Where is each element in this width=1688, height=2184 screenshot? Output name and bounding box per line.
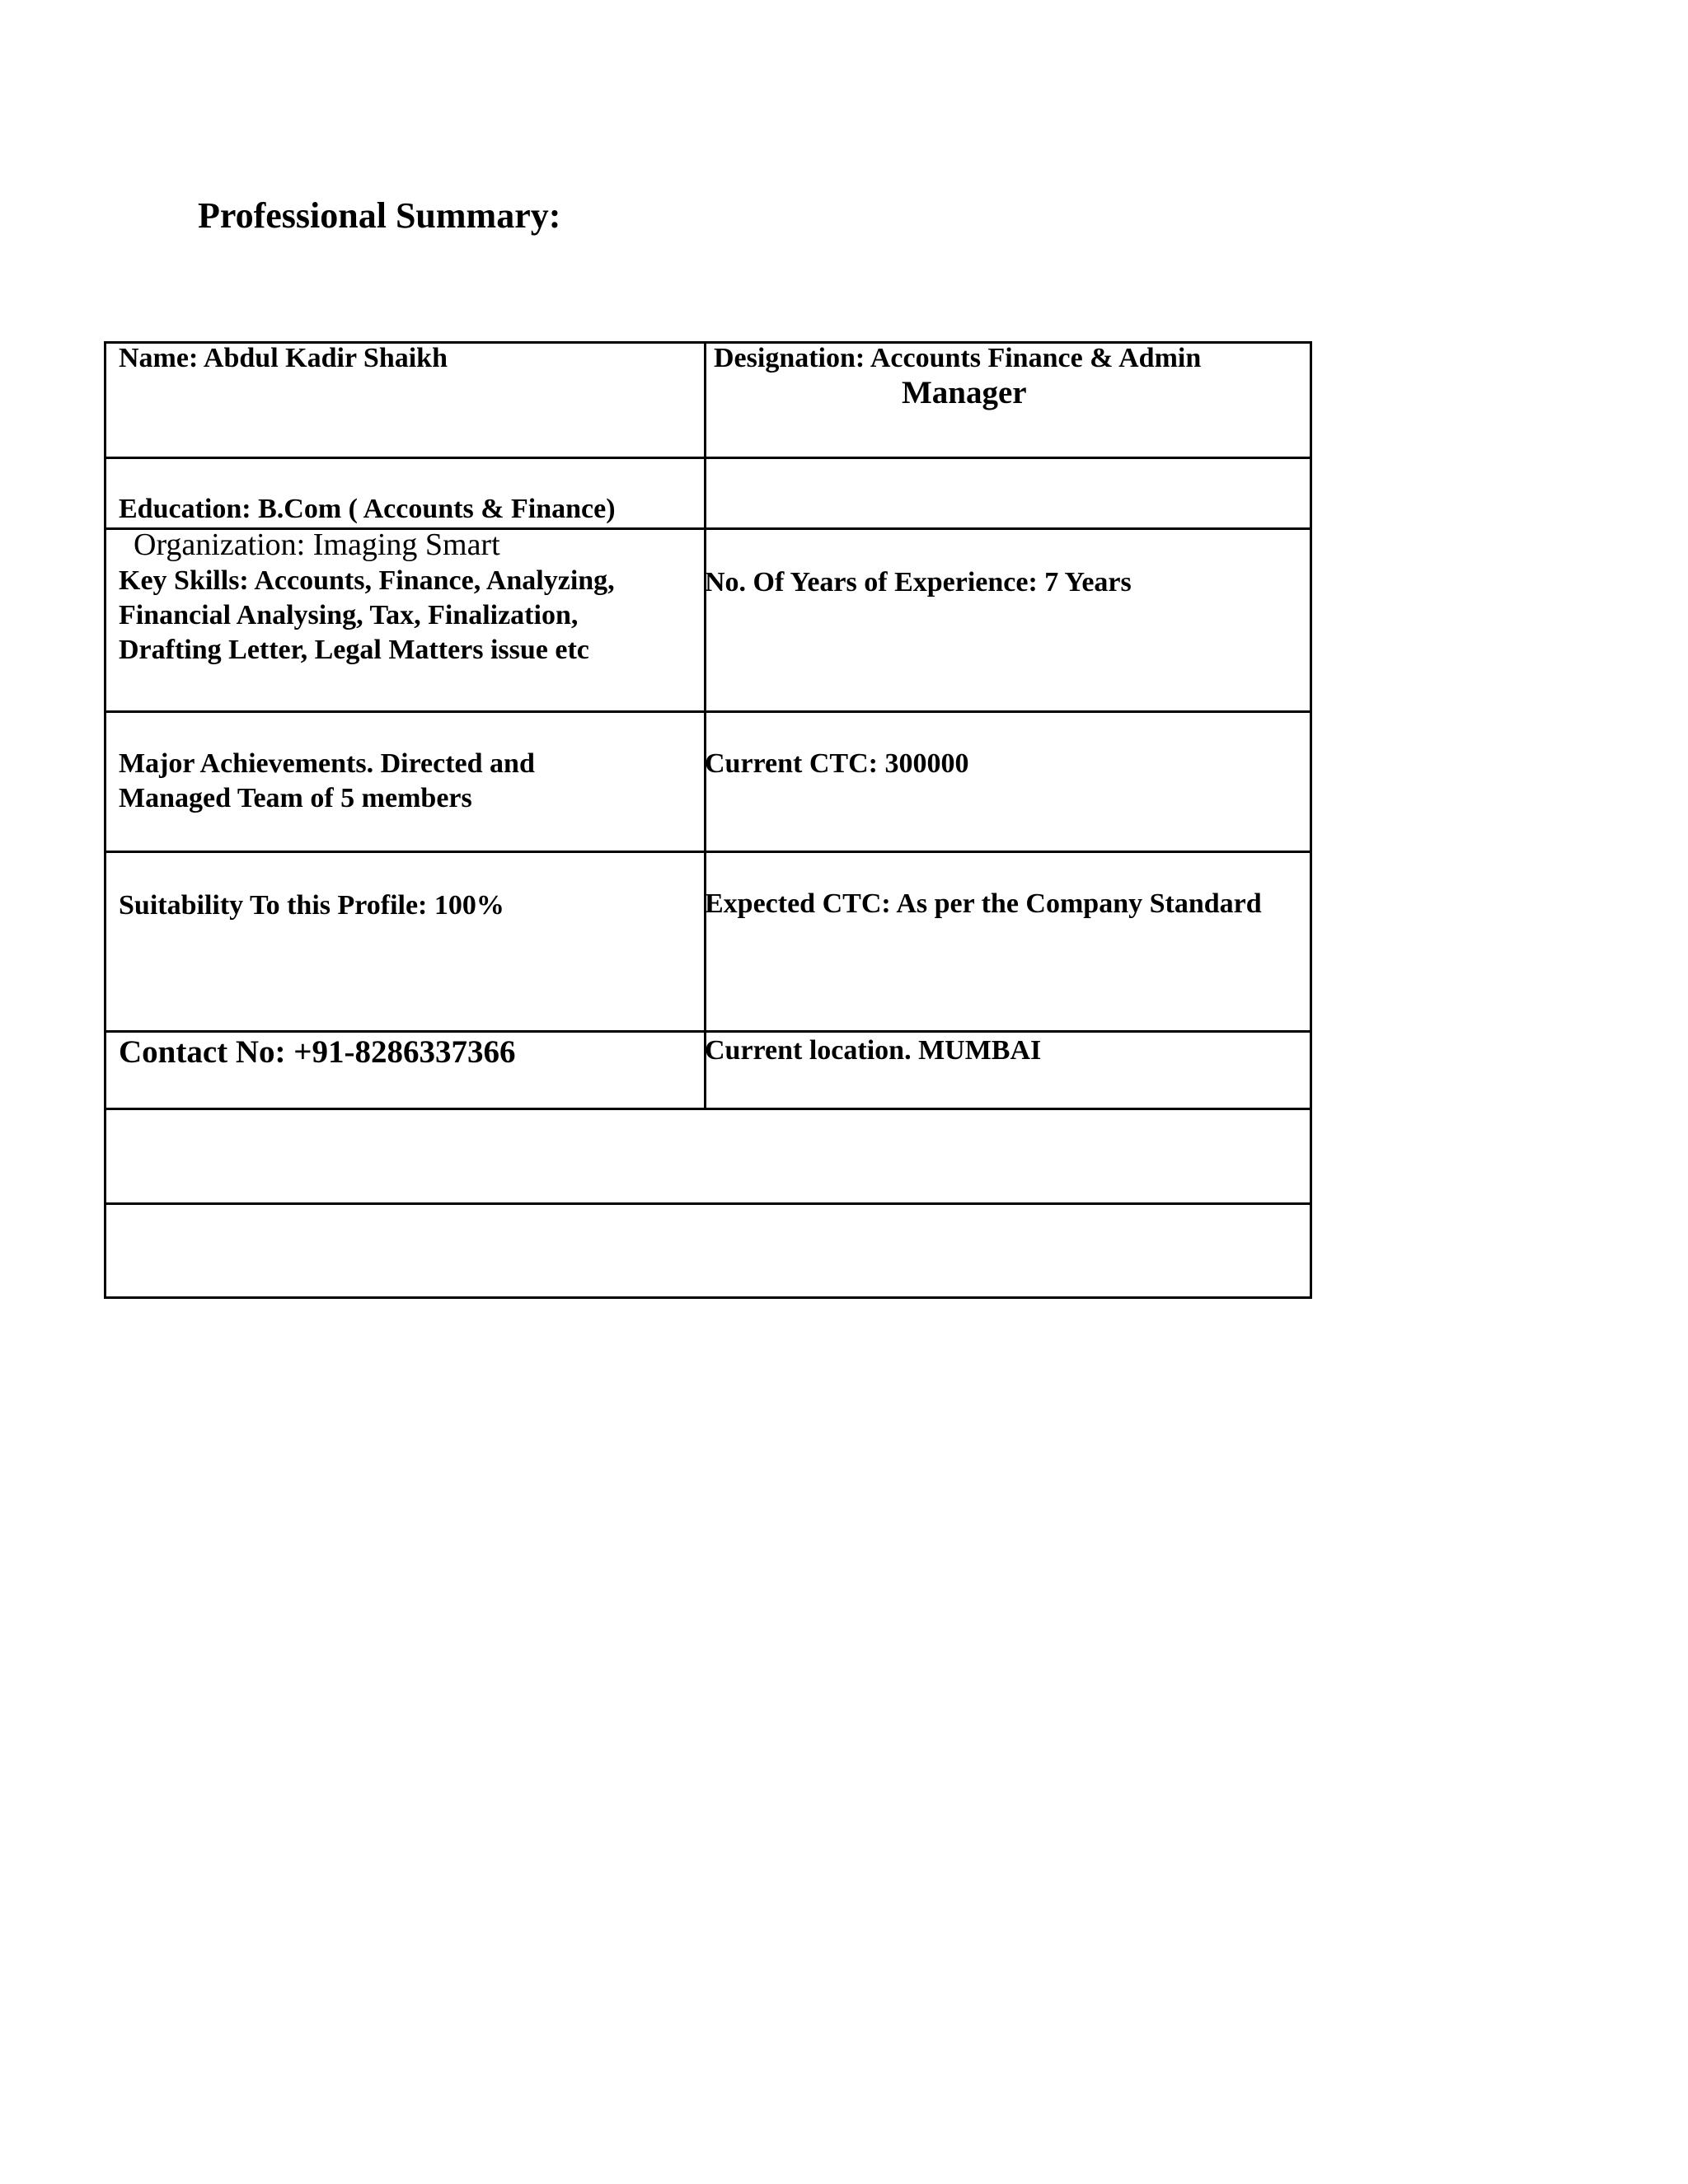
page-title: Professional Summary: — [198, 195, 561, 236]
name-field: Name: Abdul Kadir Shaikh — [119, 343, 448, 373]
table-row-divider — [104, 457, 1312, 459]
table-row-divider — [104, 710, 1312, 713]
empty-row — [106, 1205, 1310, 1296]
profile-table — [104, 341, 1312, 1299]
table-border-right — [1310, 341, 1312, 1299]
contact-field: Contact No: +91-8286337366 — [119, 1034, 516, 1070]
organization-field: Organization: Imaging Smart — [134, 527, 500, 562]
current-ctc-field: Current CTC: 300000 — [705, 748, 969, 779]
key-skills-field-continued: Financial Analysing, Tax, Finalization, — [119, 600, 579, 630]
designation-field-continued: Manager — [902, 375, 1027, 410]
achievements-field-continued: Managed Team of 5 members — [119, 783, 472, 813]
experience-field: No. Of Years of Experience: 7 Years — [705, 567, 1132, 598]
education-field: Education: B.Com ( Accounts & Finance) — [119, 494, 616, 524]
table-row-divider — [104, 1030, 1312, 1033]
key-skills-field-continued: Drafting Letter, Legal Matters issue etc — [119, 635, 589, 665]
location-field: Current location. MUMBAI — [705, 1035, 1042, 1066]
expected-ctc-field: Expected CTC: As per the Company Standard — [705, 888, 1262, 919]
achievements-field: Major Achievements. Directed and — [119, 748, 535, 779]
suitability-field: Suitability To this Profile: 100% — [119, 890, 504, 921]
key-skills-field: Key Skills: Accounts, Finance, Analyzing, — [119, 565, 615, 596]
empty-row — [106, 1110, 1310, 1202]
table-border-bottom — [104, 1296, 1312, 1299]
table-column-divider — [704, 341, 706, 1109]
table-row-divider — [104, 851, 1312, 853]
designation-field: Designation: Accounts Finance & Admin — [714, 343, 1202, 373]
